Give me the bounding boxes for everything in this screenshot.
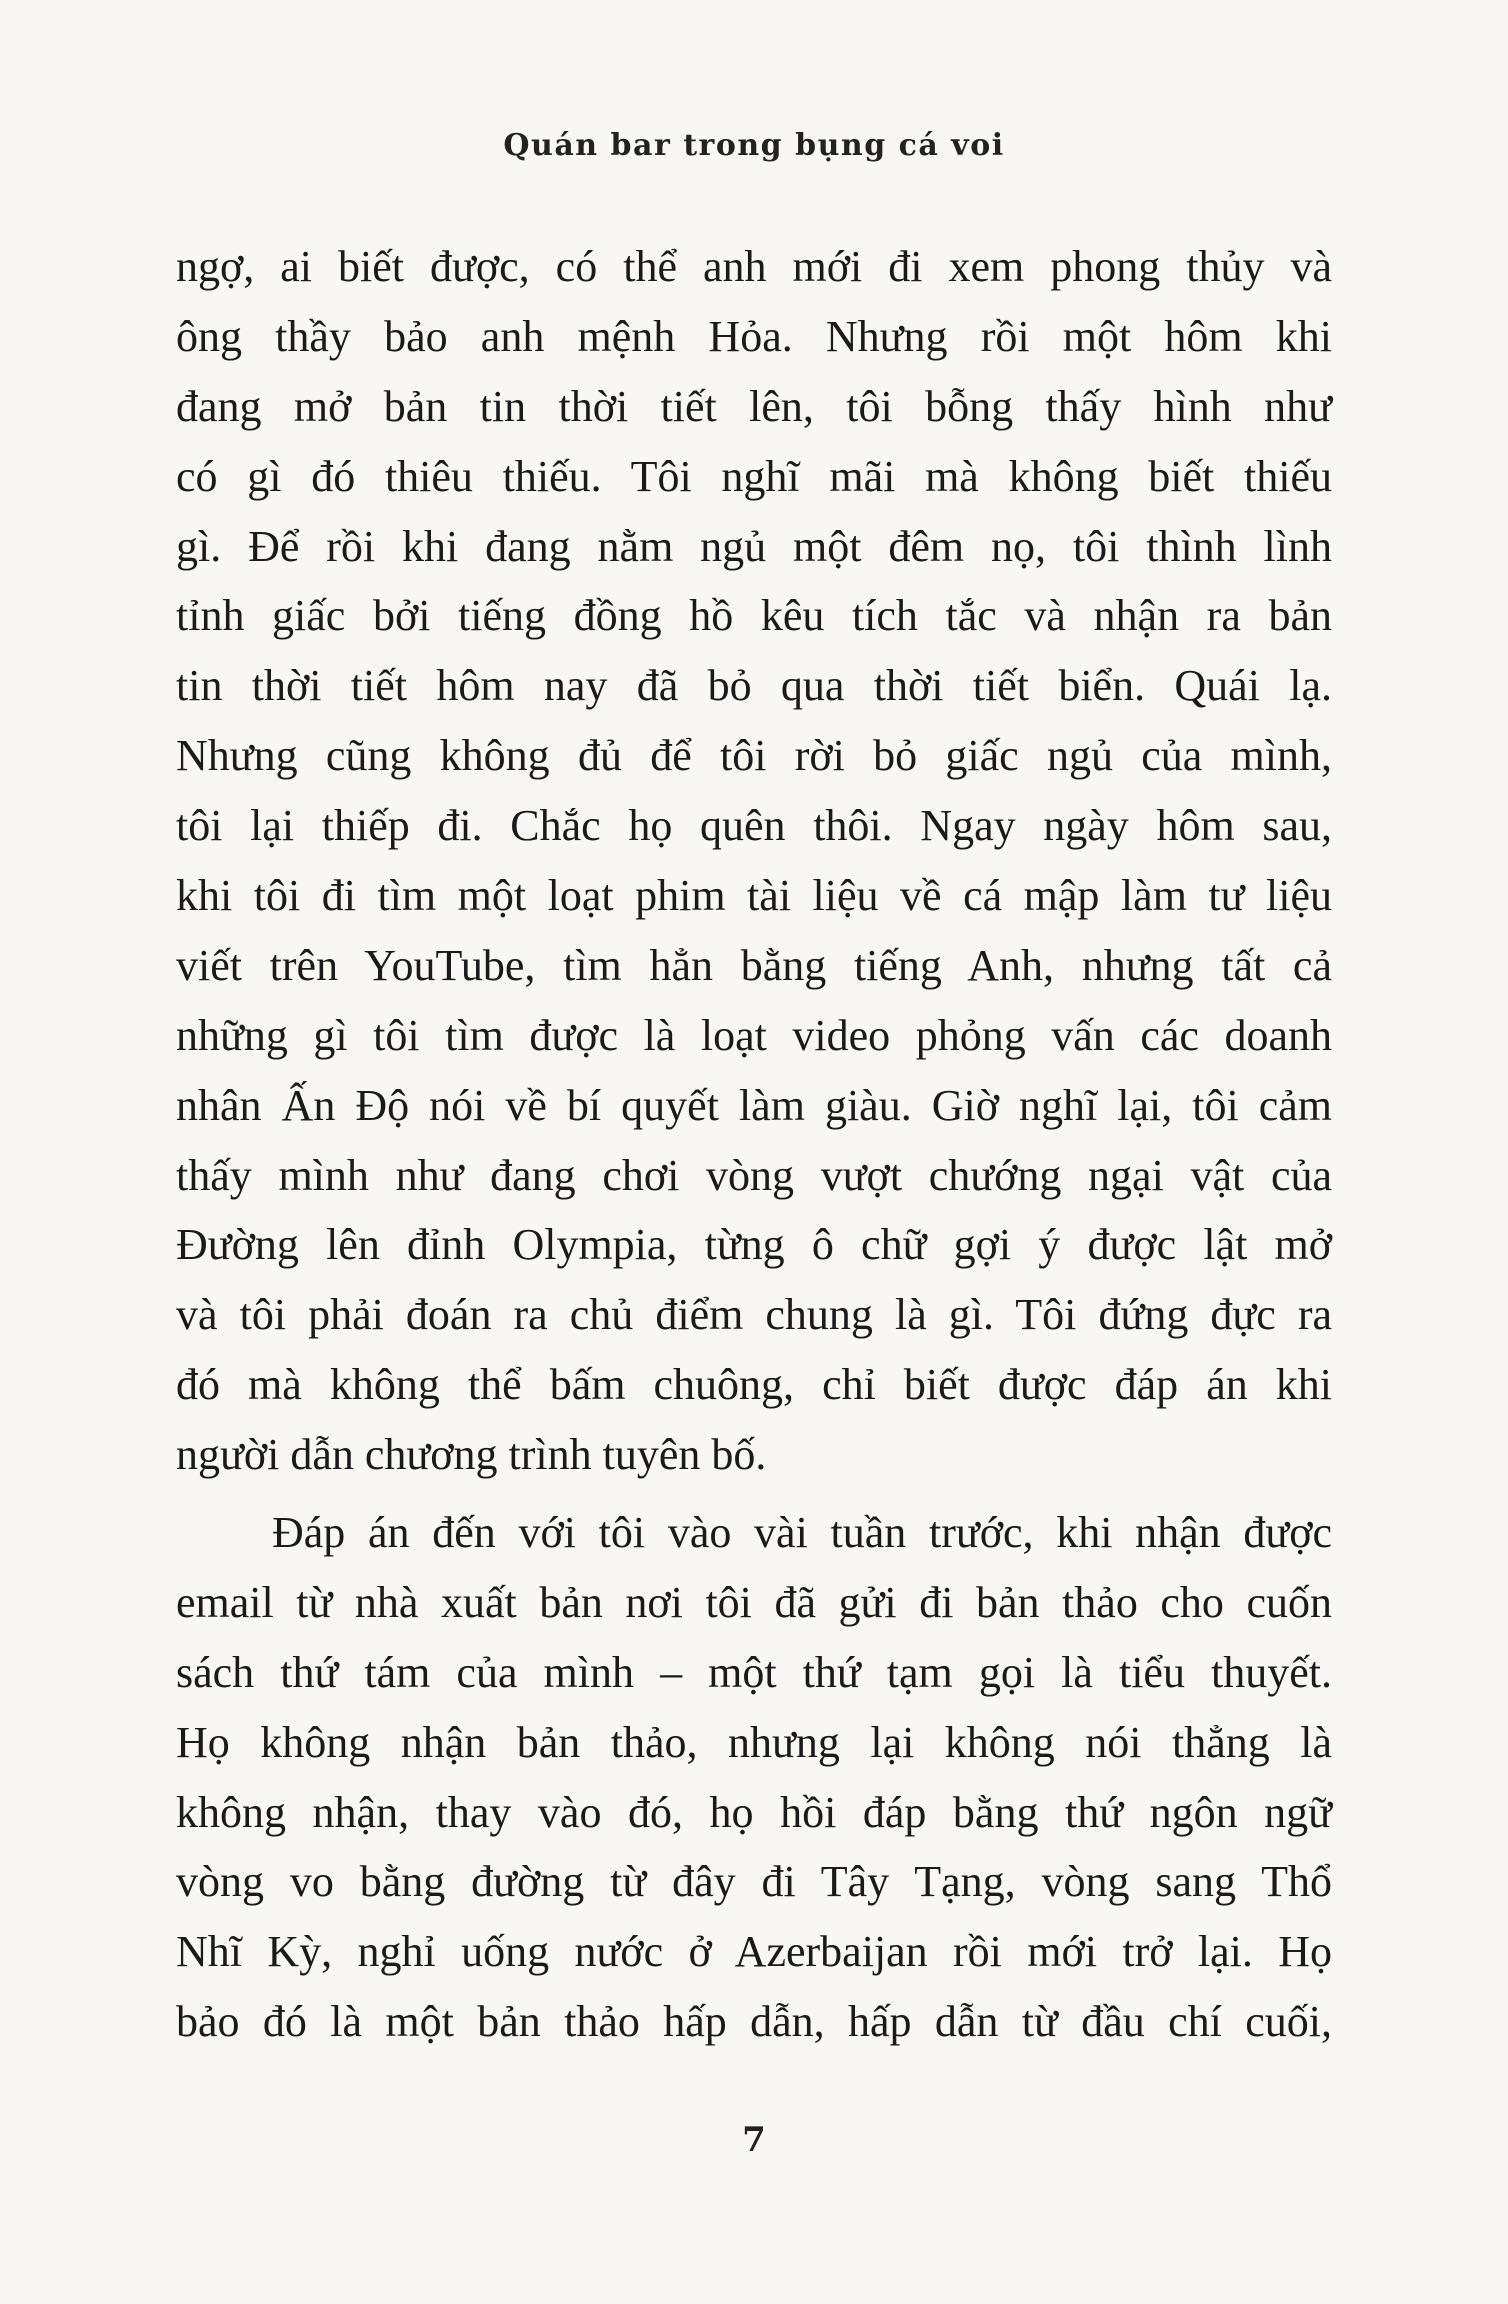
text-line: nhân Ấn Độ nói về bí quyết làm giàu. Giờ nghĩ lại, tôi cảm: [176, 1080, 1332, 1130]
text-line: Nhưng cũng không đủ để tôi rời bỏ giấc ngủ của mình,: [176, 731, 1332, 781]
text-line: Đường lên đỉnh Olympia, từng ô chữ gợi ý được lật mở: [176, 1220, 1332, 1270]
text-line: Nhĩ Kỳ, nghỉ uống nước ở Azerbaijan rồi mới trở lại. Họ: [176, 1927, 1332, 1977]
text-line: bảo đó là một bản thảo hấp dẫn, hấp dẫn từ đầu chí cuối,: [176, 1997, 1332, 2047]
page-number: 7: [742, 2120, 766, 2160]
text-line: đang mở bản tin thời tiết lên, tôi bỗng thấy hình như: [176, 381, 1332, 431]
text-line: viết trên YouTube, tìm hẳn bằng tiếng Anh, nhưng tất cả: [176, 940, 1332, 990]
text-line: vòng vo bằng đường từ đây đi Tây Tạng, vòng sang Thổ: [176, 1857, 1332, 1907]
text-line: thấy mình như đang chơi vòng vượt chướng ngại vật của: [176, 1150, 1332, 1200]
text-line: tin thời tiết hôm nay đã bỏ qua thời tiết biển. Quái lạ.: [176, 661, 1332, 711]
text-line: và tôi phải đoán ra chủ điểm chung là gì. Tôi đứng đực ra: [176, 1290, 1332, 1340]
text-line: tôi lại thiếp đi. Chắc họ quên thôi. Ngay ngày hôm sau,: [176, 801, 1332, 851]
text-line: khi tôi đi tìm một loạt phim tài liệu về cá mập làm tư liệu: [176, 871, 1332, 921]
paragraph-1: [176, 232, 1332, 1490]
text-line: Họ không nhận bản thảo, nhưng lại không nói thẳng là: [176, 1717, 1332, 1767]
text-line: người dẫn chương trình tuyên bố.: [176, 1430, 767, 1480]
text-line: những gì tôi tìm được là loạt video phỏng vấn các doanh: [176, 1010, 1332, 1060]
text-line: ngợ, ai biết được, có thể anh mới đi xem phong thủy và: [176, 242, 1332, 291]
running-head: Quán bar trong bụng cá voi: [503, 128, 1005, 163]
text-line: email từ nhà xuất bản nơi tôi đã gửi đi bản thảo cho cuốn: [176, 1577, 1332, 1627]
text-line: đó mà không thể bấm chuông, chỉ biết được đáp án khi: [176, 1360, 1332, 1410]
body-text: [176, 232, 1332, 2057]
paragraph-2: [176, 1498, 1332, 2057]
text-line: có gì đó thiêu thiếu. Tôi nghĩ mãi mà không biết thiếu: [176, 451, 1332, 501]
text-line: Đáp án đến với tôi vào vài tuần trước, khi nhận được: [272, 1508, 1332, 1558]
text-line: sách thứ tám của mình – một thứ tạm gọi là tiểu thuyết.: [176, 1647, 1332, 1697]
text-line: không nhận, thay vào đó, họ hồi đáp bằng thứ ngôn ngữ: [176, 1787, 1332, 1837]
paragraph-gap: [176, 1490, 1332, 1498]
text-line: tỉnh giấc bởi tiếng đồng hồ kêu tích tắc và nhận ra bản: [176, 591, 1332, 641]
text-line: ông thầy bảo anh mệnh Hỏa. Nhưng rồi một hôm khi: [176, 311, 1332, 361]
text-line: gì. Để rồi khi đang nằm ngủ một đêm nọ, tôi thình lình: [176, 521, 1332, 571]
